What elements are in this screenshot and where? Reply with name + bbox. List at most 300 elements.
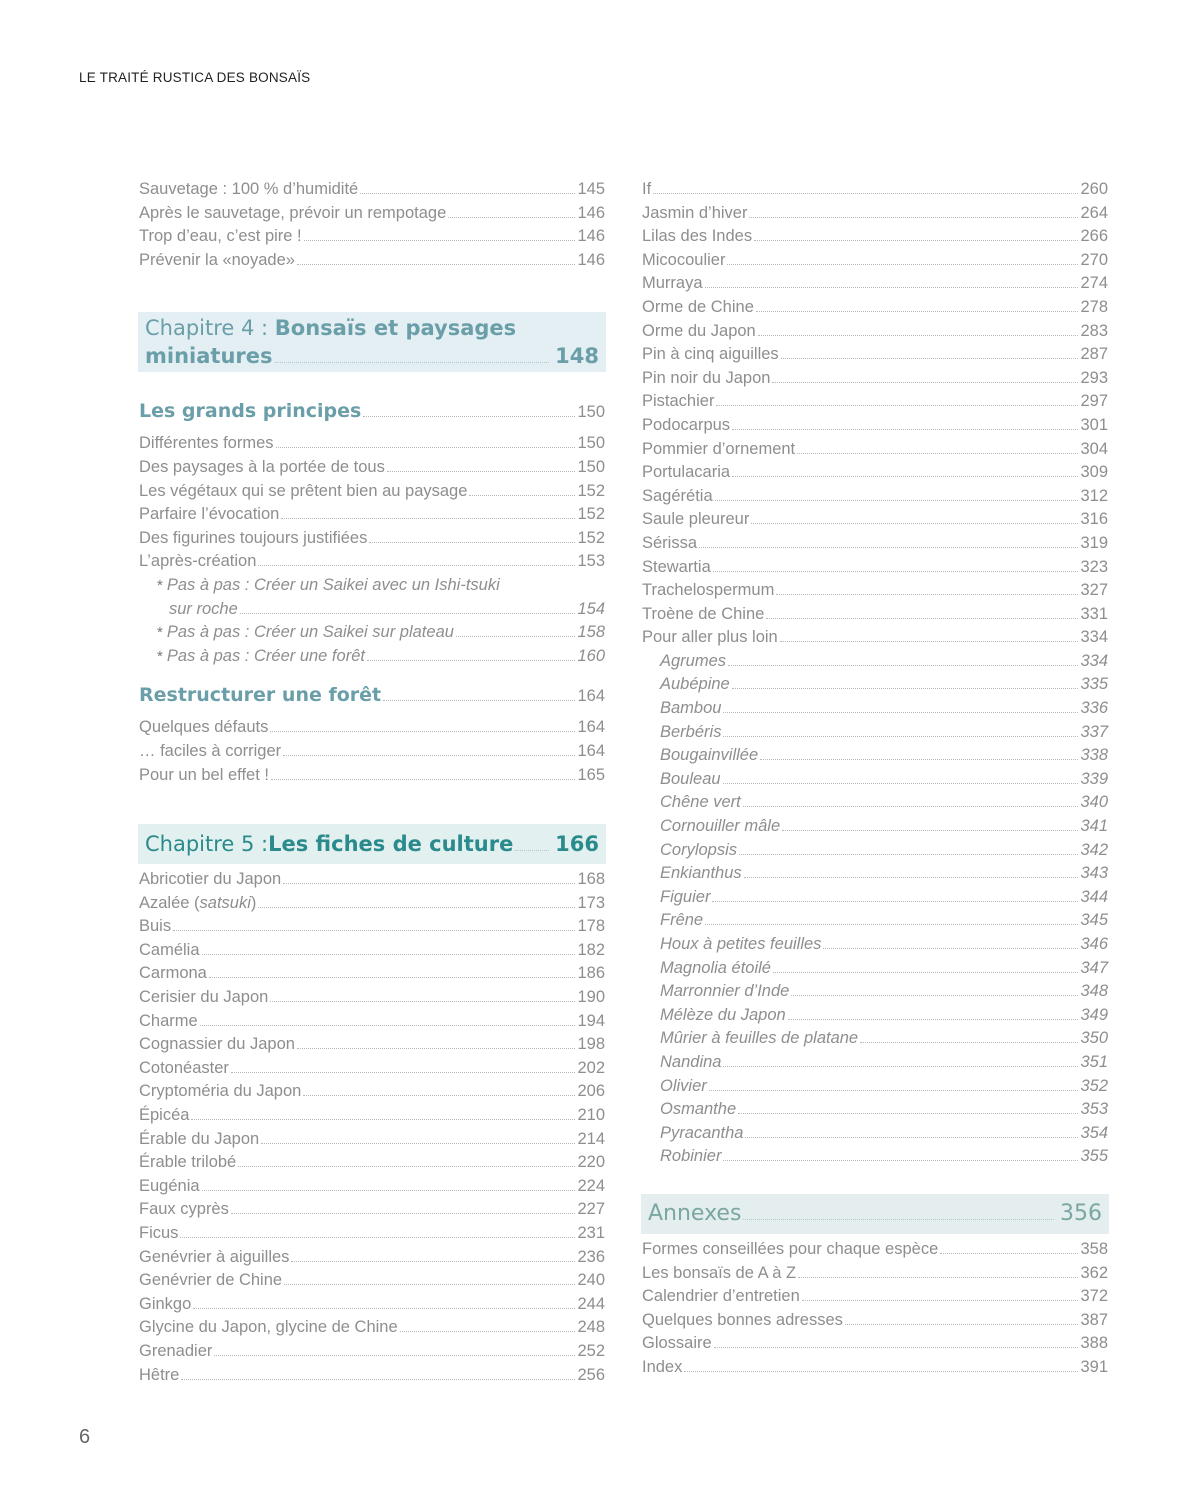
dot-leader [714,1347,1079,1348]
entry-label: Orme du Japon [642,321,756,340]
dot-leader [258,907,575,908]
entry-label: Cognassier du Japon [139,1035,295,1054]
toc-entry[interactable] [139,1128,605,1152]
dot-leader [367,660,576,661]
toc-entry[interactable] [642,579,1108,603]
entry-label: L’après-création [139,552,257,571]
toc-entry[interactable] [139,550,605,574]
entry-label: Index [642,1357,683,1376]
toc-entry[interactable] [642,626,1108,650]
toc-entry[interactable] [642,272,1108,296]
toc-entry[interactable] [139,1010,605,1034]
entry-page: 146 [577,250,605,269]
entry-page: 391 [1080,1357,1108,1376]
dot-leader [270,731,575,732]
toc-entry[interactable] [642,1332,1108,1356]
entry-label: Calendrier d’entretien [642,1287,800,1306]
entry-page: 342 [1080,840,1108,859]
chapter-4-page: 148 [555,344,599,369]
toc-entry[interactable] [642,249,1108,273]
toc-entry[interactable] [139,1151,605,1175]
entry-page: 240 [577,1271,605,1290]
toc-entry[interactable] [139,915,605,939]
chapter-4-title-line1: Bonsaïs et paysages [274,316,517,341]
entry-label: Genévrier de Chine [139,1271,283,1290]
dot-leader [276,447,576,448]
toc-entry[interactable] [139,892,605,916]
toc-entry[interactable] [642,225,1108,249]
running-head: LE TRAITÉ RUSTICA DES BONSAÏS [79,70,311,85]
entry-page: 210 [577,1106,605,1125]
dot-leader [732,476,1078,477]
entry-label: Bouleau [660,769,721,788]
entry-label: Magnolia étoilé [660,958,771,977]
entry-label: Micocoulier [642,250,726,269]
toc-entry[interactable] [642,791,1108,815]
entry-page: 387 [1080,1310,1108,1329]
dot-leader [705,287,1079,288]
dot-leader [756,311,1079,312]
entry-page: 244 [577,1294,605,1313]
step-entries [139,574,605,668]
dot-leader [448,217,575,218]
asterisk-icon: * [157,624,163,642]
entry-page: 337 [1080,722,1108,741]
dot-leader [772,382,1078,383]
entry-page: 319 [1080,533,1108,552]
entry-page: 194 [577,1011,605,1030]
entry-label: Des paysages à la portée de tous [139,457,385,476]
toc-entry[interactable] [642,485,1108,509]
toc-right-column [642,178,1108,1380]
toc-entry[interactable] [642,556,1108,580]
entry-page: 190 [577,988,605,1007]
chapter-5-page: 166 [555,832,599,857]
dot-leader [705,924,1078,925]
entry-label: Murraya [642,274,703,293]
entry-page: 153 [577,552,605,571]
toc-entry[interactable] [642,296,1108,320]
toc-entry[interactable] [642,839,1108,863]
dot-leader [209,977,576,978]
dot-leader [231,1072,576,1073]
entry-page: 336 [1080,699,1108,718]
toc-entry[interactable] [642,886,1108,910]
entry-page: 343 [1080,864,1108,883]
entry-label: Charme [139,1011,198,1030]
dot-leader [860,1042,1078,1043]
section-page: 164 [577,687,605,706]
toc-entry[interactable] [642,1051,1108,1075]
toc-entry[interactable] [642,1356,1108,1380]
toc-entry[interactable] [139,178,605,202]
toc-entry[interactable] [642,650,1108,674]
toc-entry[interactable] [642,721,1108,745]
annexes-title: Annexes [648,1200,742,1226]
entry-page: 339 [1080,769,1108,788]
entry-page: 202 [577,1058,605,1077]
entry-label: Les végétaux qui se prêtent bien au paysage [139,481,468,500]
dot-leader [469,495,575,496]
entry-page: 350 [1080,1029,1108,1048]
entry-label: Érable du Japon [139,1129,260,1148]
entry-label: Quelques bonnes adresses [642,1310,843,1329]
entry-page: 152 [577,505,605,524]
toc-entry[interactable] [642,957,1108,981]
entry-label: Mûrier à feuilles de platane [660,1029,859,1048]
entry-page: 252 [577,1341,605,1360]
entry-page: 220 [577,1153,605,1172]
entry-label: Camélia [139,940,200,959]
entry-page: 312 [1080,486,1108,505]
entry-label: Corylopsis [660,840,738,859]
entry-label: Enkianthus [660,864,742,883]
entry-label: Lilas des Indes [642,227,753,246]
dot-leader [738,1113,1078,1114]
chapter-5-heading[interactable] [138,824,606,864]
toc-entry[interactable] [139,1057,605,1081]
toc-entry[interactable] [139,1198,605,1222]
step-entry[interactable] [139,621,605,645]
annexes-heading[interactable] [641,1194,1109,1234]
step-entry-continuation[interactable] [139,598,605,622]
dot-leader [723,712,1078,713]
entry-page: 256 [577,1365,605,1384]
entry-label: Robinier [660,1147,722,1166]
entry-label-text: Azalée ( [139,893,200,912]
dot-leader [788,1019,1079,1020]
entry-page: 164 [577,741,605,760]
dot-leader [284,1284,575,1285]
entry-label: Osmanthe [660,1100,737,1119]
toc-entry[interactable] [642,697,1108,721]
toc-entry[interactable] [139,1293,605,1317]
entry-page: 348 [1080,982,1108,1001]
toc-entry[interactable] [139,1340,605,1364]
entry-label: Différentes formes [139,434,274,453]
entry-page: 182 [577,940,605,959]
entry-page: 323 [1080,557,1108,576]
entry-label-italic: satsuki [199,893,251,912]
toc-entry[interactable] [139,456,605,480]
entry-label: Olivier [660,1076,707,1095]
entry-label: Jasmin d’hiver [642,203,748,222]
chapter5-entries [139,868,605,1387]
toc-entry[interactable] [139,480,605,504]
intro-entries [139,178,605,272]
entry-label: Genévrier à aiguilles [139,1247,290,1266]
entry-label: Cerisier du Japon [139,988,269,1007]
entry-label: Nandina [660,1052,722,1071]
toc-entry[interactable] [139,503,605,527]
toc-entry[interactable] [642,367,1108,391]
toc-entry[interactable] [139,740,605,764]
dot-leader [776,594,1078,595]
dot-leader [202,1190,576,1191]
entry-label: Pyracantha [660,1123,744,1142]
entry-label: Glycine du Japon, glycine de Chine [139,1318,398,1337]
toc-entry[interactable] [139,986,605,1010]
toc-entry[interactable] [642,343,1108,367]
dot-leader [291,1261,575,1262]
entry-label: Quelques défauts [139,718,269,737]
toc-entry[interactable] [642,815,1108,839]
entry-page: 270 [1080,250,1108,269]
toc-entry[interactable] [139,962,605,986]
entry-page: 349 [1080,1005,1108,1024]
entry-page: 351 [1080,1052,1108,1071]
entry-label: Pistachier [642,392,715,411]
entry-label: Orme de Chine [642,297,754,316]
entry-page: 287 [1080,345,1108,364]
entry-label: Portulacaria [642,463,731,482]
entry-label: … faciles à corriger [139,741,282,760]
step-entry[interactable] [139,574,605,598]
entry-page: 248 [577,1318,605,1337]
toc-entry[interactable] [642,862,1108,886]
entry-page: 278 [1080,297,1108,316]
dot-leader [304,240,576,241]
toc-entry[interactable] [139,1080,605,1104]
toc-entry[interactable] [642,1098,1108,1122]
dot-leader [715,500,1079,501]
more-species-entries [642,650,1108,1169]
toc-entry[interactable] [139,1033,605,1057]
entry-page: 178 [577,917,605,936]
toc-entry[interactable] [642,1075,1108,1099]
dot-leader [781,358,1079,359]
entry-label: Marronnier d’Inde [660,982,790,1001]
toc-entry[interactable] [642,980,1108,1004]
entry-page: 206 [577,1082,605,1101]
toc-entry[interactable] [139,939,605,963]
entry-page: 152 [577,528,605,547]
toc-entry[interactable] [642,768,1108,792]
entry-label: Pommier d’ornement [642,439,796,458]
toc-entry[interactable] [642,1027,1108,1051]
chapter-4-prefix: Chapitre 4 : [145,316,275,341]
entry-label: Troène de Chine [642,604,765,623]
dot-leader [400,1331,576,1332]
entry-page: 283 [1080,321,1108,340]
entry-label: Frêne [660,911,704,930]
entry-page: 227 [577,1200,605,1219]
section-les-grands-principes[interactable] [139,400,605,430]
dot-leader [202,954,576,955]
toc-entry[interactable] [642,603,1108,627]
toc-entry[interactable] [642,1238,1108,1262]
toc-entry[interactable] [139,716,605,740]
section-title: Restructurer une forêt [139,684,382,707]
toc-entry[interactable] [139,1269,605,1293]
entry-label: Trachelospermum [642,581,775,600]
species-entries [642,178,1108,650]
entry-page: 335 [1080,675,1108,694]
dot-leader [181,1379,575,1380]
entry-page: 168 [577,870,605,889]
chapter-4-heading[interactable] [138,312,606,372]
toc-entry[interactable] [642,508,1108,532]
entry-page: 355 [1080,1147,1108,1166]
entry-page: 352 [1080,1076,1108,1095]
entry-page: 150 [577,457,605,476]
chapter-4-title-line2: miniatures [145,344,273,369]
entry-label: Pin à cinq aiguilles [642,345,779,364]
entry-label: Des figurines toujours justifiées [139,528,368,547]
toc-entry[interactable] [642,532,1108,556]
entry-label: If [642,180,652,198]
entry-page: 372 [1080,1287,1108,1306]
entry-label: Faux cyprès [139,1200,229,1219]
entry-page: 186 [577,964,605,983]
entry-page: 297 [1080,392,1108,411]
dot-leader [712,901,1078,902]
toc-entry[interactable] [642,933,1108,957]
dot-leader [281,518,575,519]
dot-leader [456,636,576,637]
section-page: 150 [577,403,605,422]
step-entry[interactable] [139,645,605,669]
section1-entries [139,432,605,574]
toc-entry[interactable] [139,1175,605,1199]
dot-leader [760,759,1078,760]
dot-leader [732,688,1079,689]
entry-label: Bambou [660,699,722,718]
toc-left-column [139,178,605,1387]
toc-entry[interactable] [139,868,605,892]
toc-entry[interactable] [642,178,1108,202]
entry-page: 347 [1080,958,1108,977]
entry-label: Ginkgo [139,1294,192,1313]
toc-entry[interactable] [642,1004,1108,1028]
entry-page: 301 [1080,415,1108,434]
dot-leader [240,613,576,614]
entry-page: 145 [577,180,605,198]
annexes-entries [642,1238,1108,1380]
dot-leader [723,1066,1078,1067]
toc-entry[interactable] [642,414,1108,438]
section-title: Les grands principes [139,400,362,423]
entry-label: Bougainvillée [660,746,759,765]
toc-entry[interactable] [139,1222,605,1246]
entry-page: 341 [1080,817,1108,836]
dot-leader [798,1277,1078,1278]
entry-label: Berbéris [660,722,722,741]
asterisk-icon: * [157,647,163,665]
entry-label: Abricotier du Japon [139,870,282,889]
dot-leader [684,1371,1078,1372]
entry-page: 345 [1080,911,1108,930]
entry-label: Sagérétia [642,486,713,505]
toc-entry[interactable] [642,909,1108,933]
dot-leader [713,571,1079,572]
entry-page: 173 [577,893,605,912]
entry-label: Cryptoméria du Japon [139,1082,302,1101]
dot-leader [360,193,575,194]
toc-entry[interactable] [642,438,1108,462]
toc-entry[interactable] [139,202,605,226]
entry-label: Chêne vert [660,793,741,812]
step-label: Pas à pas : Créer un Saikei sur plateau [166,623,454,642]
section-restructurer-une-foret[interactable] [139,684,605,714]
toc-entry[interactable] [642,1309,1108,1333]
toc-entry[interactable] [139,432,605,456]
entry-page: 346 [1080,935,1108,953]
entry-page: 146 [577,203,605,222]
dot-leader [745,1137,1078,1138]
toc-entry[interactable] [139,1364,605,1388]
dot-leader [258,565,575,566]
dot-leader [214,1355,575,1356]
toc-entry[interactable] [139,527,605,551]
toc-entry[interactable] [642,1262,1108,1286]
entry-label: Sérissa [642,533,698,552]
toc-entry[interactable] [139,1246,605,1270]
entry-page: 293 [1080,368,1108,387]
entry-label: Glossaire [642,1334,712,1353]
dot-leader [743,806,1079,807]
toc-entry[interactable] [642,1122,1108,1146]
entry-page: 146 [577,227,605,246]
dot-leader [758,335,1079,336]
dot-leader [363,416,575,417]
toc-entry[interactable] [642,1145,1108,1169]
entry-label: Buis [139,917,172,936]
step-page: 160 [577,646,605,665]
toc-entry[interactable] [642,744,1108,768]
dot-leader [940,1253,1078,1254]
toc-entry[interactable] [139,1316,605,1340]
entry-page: 309 [1080,463,1108,482]
chapter-5-prefix: Chapitre 5 : [145,832,269,857]
toc-entry[interactable] [642,320,1108,344]
entry-page: 304 [1080,439,1108,458]
toc-entry[interactable] [642,673,1108,697]
entry-label: Parfaire l’évocation [139,505,280,524]
annexes-page: 356 [1060,1200,1102,1226]
entry-label: Formes conseillées pour chaque espèce [642,1239,939,1258]
entry-label: Érable trilobé [139,1153,237,1172]
entry-page: 260 [1080,180,1108,198]
toc-entry[interactable] [642,1285,1108,1309]
entry-page: 152 [577,481,605,500]
entry-label: Pour un bel effet ! [139,765,269,784]
toc-entry[interactable] [642,390,1108,414]
dot-leader [515,850,549,851]
entry-label: Les bonsaïs de A à Z [642,1263,797,1282]
dot-leader [270,1001,575,1002]
toc-entry[interactable] [642,461,1108,485]
entry-page: 274 [1080,274,1108,293]
toc-entry[interactable] [139,249,605,273]
entry-label: Figuier [660,887,711,906]
toc-entry[interactable] [139,225,605,249]
dot-leader [383,700,575,701]
dot-leader [303,1095,575,1096]
entry-page: 358 [1080,1239,1108,1258]
entry-page: 353 [1080,1100,1108,1119]
toc-entry[interactable] [139,764,605,788]
dot-leader [297,1048,576,1049]
entry-label: Eugénia [139,1176,200,1195]
entry-page: 236 [577,1247,605,1266]
chapter-5-title: Les fiches de culture [268,832,514,857]
step-label: Pas à pas : Créer une forêt [166,646,365,665]
entry-page: 264 [1080,203,1108,222]
toc-entry[interactable] [642,202,1108,226]
dot-leader [653,193,1078,194]
toc-entry[interactable] [139,1104,605,1128]
